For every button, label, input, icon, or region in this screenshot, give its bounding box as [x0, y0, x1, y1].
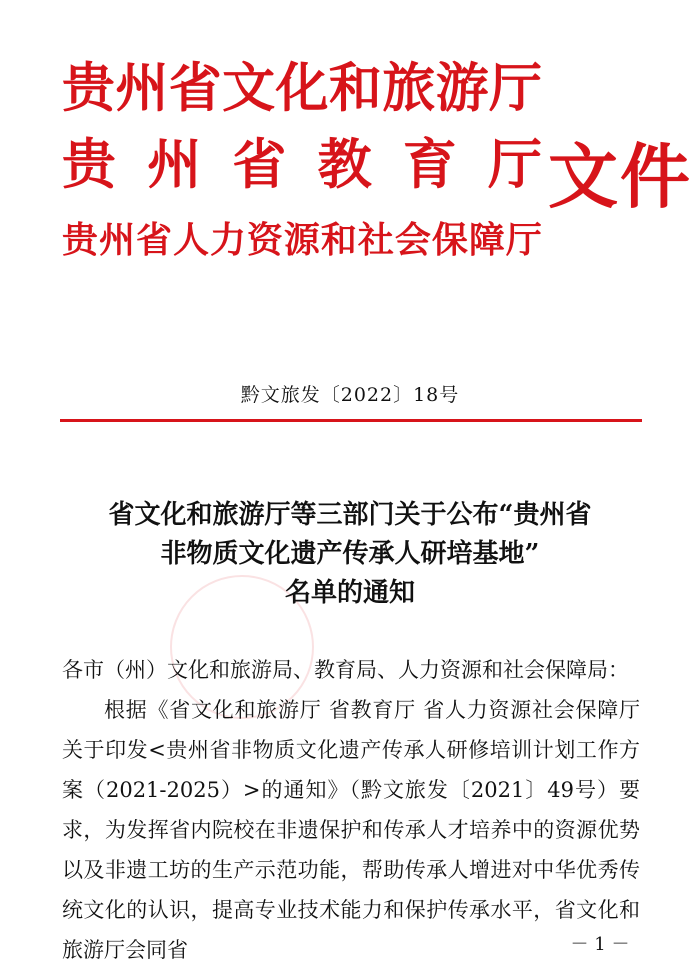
issuer-char: 厅: [489, 57, 542, 119]
document-body: [62, 650, 640, 970]
issuer-char: 贵: [62, 219, 99, 261]
issuer-char: 州: [98, 219, 135, 261]
issuer-char: 省: [135, 219, 172, 261]
issuer-char: 贵: [62, 57, 115, 119]
issuer-char: 会: [394, 219, 431, 261]
title-line-2: 非物质文化遗产传承人研培基地”: [160, 539, 540, 569]
issuer-char: 旅: [382, 57, 436, 119]
issuer-line-1: [62, 50, 542, 126]
issuer-char: 社: [357, 219, 394, 261]
body-paragraph: 根据《省文化和旅游厅 省教育厅 省人力资源社会保障厅关于印发<贵州省非物质文化遗产传承人研修培训计划工作方案（2021-2025）>的通知》（黔文旅发〔2021〕49号）要求，为发挥省内院校在非遗保护和传承人才培养中的资源优势以及非遗工坊的生产示范功能，帮助传承人增进对中华优秀传统文化的认识，提高专业技术能力和保护传承水平，省文化和旅游厅会同省: [62, 698, 640, 962]
issuer-char: 州: [147, 132, 202, 196]
issuer-char: 保: [431, 219, 468, 261]
issuer-char: 省: [168, 57, 222, 119]
document-number: 黔文旅发〔2022〕18号: [240, 384, 460, 406]
issuer-char: 州: [115, 57, 169, 119]
issuer-block: [62, 50, 542, 278]
issuer-char: 和: [320, 219, 357, 261]
issuer-char: 厅: [505, 219, 542, 261]
issuer-line-3: [62, 202, 542, 278]
document-type-label: 文件: [548, 135, 692, 218]
issuer-char: 力: [209, 219, 246, 261]
title-line-3: 名单的通知: [284, 578, 415, 608]
issuer-char: 化: [275, 57, 329, 119]
salutation: 各市（州）文化和旅游局、教育局、人力资源和社会保障局：: [62, 658, 629, 682]
issuer-char: 障: [468, 219, 505, 261]
issuer-char: 人: [172, 219, 209, 261]
issuer-line-2: [62, 126, 542, 202]
document-title: [0, 496, 700, 613]
issuer-char: 省: [232, 132, 287, 196]
issuer-char: 游: [435, 57, 489, 119]
red-divider-line: [60, 419, 642, 422]
issuer-char: 贵: [62, 132, 116, 196]
page-number: － 1 －: [570, 934, 630, 955]
issuer-char: 资: [246, 219, 283, 261]
issuer-char: 育: [402, 132, 457, 196]
issuer-char: 文: [222, 57, 276, 119]
issuer-char: 和: [328, 57, 382, 119]
title-line-1: 省文化和旅游厅等三部门关于公布“贵州省: [108, 500, 592, 530]
issuer-char: 厅: [487, 132, 542, 196]
issuer-char: 教: [317, 132, 372, 196]
issuer-char: 源: [283, 219, 320, 261]
